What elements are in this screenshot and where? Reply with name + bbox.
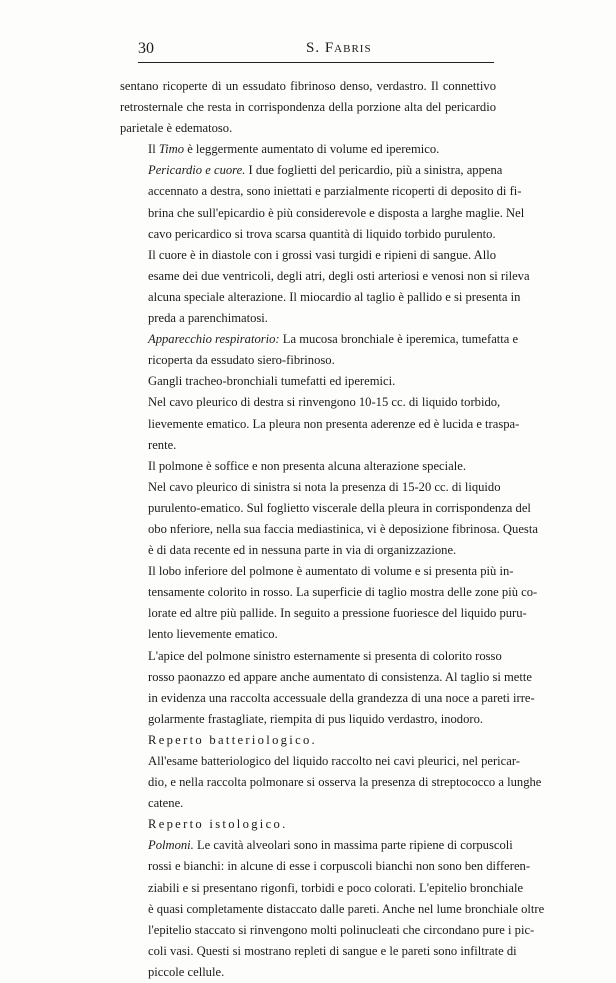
text-line: l'epitelio staccato si rinvengono molti polinucleati che circondano pure i pic- bbox=[148, 922, 535, 937]
text-line: sentano ricoperte di un essudato fibrinoso denso, verdastro. Il connettivo bbox=[120, 79, 496, 93]
paragraph bbox=[120, 814, 496, 835]
running-head: S. Fabris bbox=[306, 40, 372, 56]
text-line: Il polmone è soffice e non presenta alcuna alterazione speciale. bbox=[148, 458, 466, 473]
text-line: Reperto istologico. bbox=[148, 817, 288, 832]
text-line: dio, e nella raccolta polmonare si osserva la presenza di streptococco a lunghe bbox=[148, 775, 542, 790]
text-line: è di data recente ed in nessuna parte in via di organizzazione. bbox=[148, 543, 457, 558]
text-line: Il cuore è in diastole con i grossi vasi turgidi e ripieni di sangue. Allo bbox=[148, 247, 496, 262]
text-line: Nel cavo pleurico di destra si rinvengono 10-15 cc. di liquido torbido, bbox=[148, 395, 501, 410]
text-line: in evidenza una raccolta accessuale della grandezza di una noce a pareti irre- bbox=[148, 690, 535, 705]
paragraph bbox=[120, 646, 535, 730]
text-line: L'apice del polmone sinistro esternamente si presenta di colorito rosso bbox=[148, 648, 502, 663]
text-line: ricoperta da essudato siero-fibrinoso. bbox=[148, 353, 335, 368]
paragraph bbox=[120, 392, 520, 455]
paragraph bbox=[120, 751, 542, 814]
paragraph bbox=[120, 371, 496, 392]
text-line: Polmoni. Le cavità alveolari sono in massima parte ripiene di corpuscoli bbox=[148, 838, 513, 853]
text-line: purulento-ematico. Sul foglietto viscerale della pleura in corrispondenza del bbox=[148, 500, 531, 515]
text-line: lievemente ematico. La pleura non presenta aderenze ed è lucida e traspa- bbox=[148, 416, 520, 431]
paragraph bbox=[120, 477, 538, 561]
text-line: lento lievemente ematico. bbox=[148, 627, 278, 642]
text-line: parietale è edematoso. bbox=[120, 121, 233, 136]
text-line: brina che sull'epicardio è più considerevole e disposta a larghe maglie. Nel bbox=[148, 205, 525, 220]
text-line: preda a parenchimatosi. bbox=[148, 311, 268, 326]
text-line: Gangli tracheo-bronchiali tumefatti ed iperemici. bbox=[148, 374, 396, 389]
page-number: 30 bbox=[138, 40, 154, 57]
text-line: rosso paonazzo ed appare anche aumentato di consistenza. Al taglio si mette bbox=[148, 669, 532, 684]
paragraph bbox=[120, 245, 530, 329]
text-line: Il Timo è leggermente aumentato di volume ed iperemico. bbox=[148, 142, 440, 157]
text-line: All'esame batteriologico del liquido raccolto nei cavi pleurici, nel pericar- bbox=[148, 754, 520, 768]
paragraph bbox=[120, 76, 496, 139]
text-line: Reperto batteriologico. bbox=[148, 732, 318, 747]
header-rule bbox=[138, 62, 494, 63]
text-line: alcuna speciale alterazione. Il miocardio al taglio è pallido e si presenta in bbox=[148, 289, 521, 304]
body-text bbox=[120, 76, 545, 983]
paragraph bbox=[120, 456, 496, 477]
paragraph bbox=[120, 160, 525, 244]
text-line: rente. bbox=[148, 437, 177, 452]
text-line: piccole cellule. bbox=[148, 964, 225, 979]
text-line: obo nferiore, nella sua faccia mediastinica, vi è deposizione fibrinosa. Questa bbox=[148, 521, 538, 536]
text-line: Nel cavo pleurico di sinistra si nota la presenza di 15-20 cc. di liquido bbox=[148, 479, 501, 494]
text-line: rossi e bianchi: in alcune di esse i corpuscoli bianchi non sono ben differen- bbox=[148, 859, 531, 874]
paragraph bbox=[120, 561, 538, 645]
paragraph bbox=[120, 329, 519, 371]
text-line: ziabili e si presentano rigonfi, torbidi e poco colorati. L'epitelio bronchiale bbox=[148, 880, 524, 895]
paragraph bbox=[120, 835, 545, 983]
text-line: tensamente colorito in rosso. La superficie di taglio mostra delle zone più co- bbox=[148, 585, 538, 600]
text-line: catene. bbox=[148, 796, 184, 811]
text-line: Pericardio e cuore. I due foglietti del pericardio, più a sinistra, appena bbox=[148, 163, 503, 178]
text-line: è quasi completamente distaccato dalle pareti. Anche nel lume bronchiale oltre bbox=[148, 901, 545, 916]
text-line: coli vasi. Questi si mostrano repleti di sangue e le pareti sono infiltrate di bbox=[148, 943, 517, 958]
text-line: lorate ed altre più pallide. In seguito a pressione fuoriesce del liquido puru- bbox=[148, 606, 527, 621]
page-header bbox=[138, 40, 494, 62]
paragraph bbox=[120, 730, 496, 751]
text-line: cavo pericardico si trova scarsa quantità di liquido torbido purulento. bbox=[148, 226, 496, 241]
text-line: accennato a destra, sono iniettati e parzialmente ricoperti di deposito di fi- bbox=[148, 184, 522, 199]
text-line: Apparecchio respiratorio: La mucosa bronchiale è iperemica, tumefatta e bbox=[148, 332, 519, 347]
text-line: retrosternale che resta in corrispondenza della porzione alta del pericardio bbox=[120, 100, 496, 115]
paragraph bbox=[120, 139, 496, 160]
text-line: esame dei due ventricoli, degli atri, degli osti arteriosi e venosi non si rileva bbox=[148, 268, 530, 283]
text-line: Il lobo inferiore del polmone è aumentato di volume e si presenta più in- bbox=[148, 564, 514, 579]
text-line: golarmente frastagliate, riempita di pus liquido verdastro, inodoro. bbox=[148, 711, 484, 726]
